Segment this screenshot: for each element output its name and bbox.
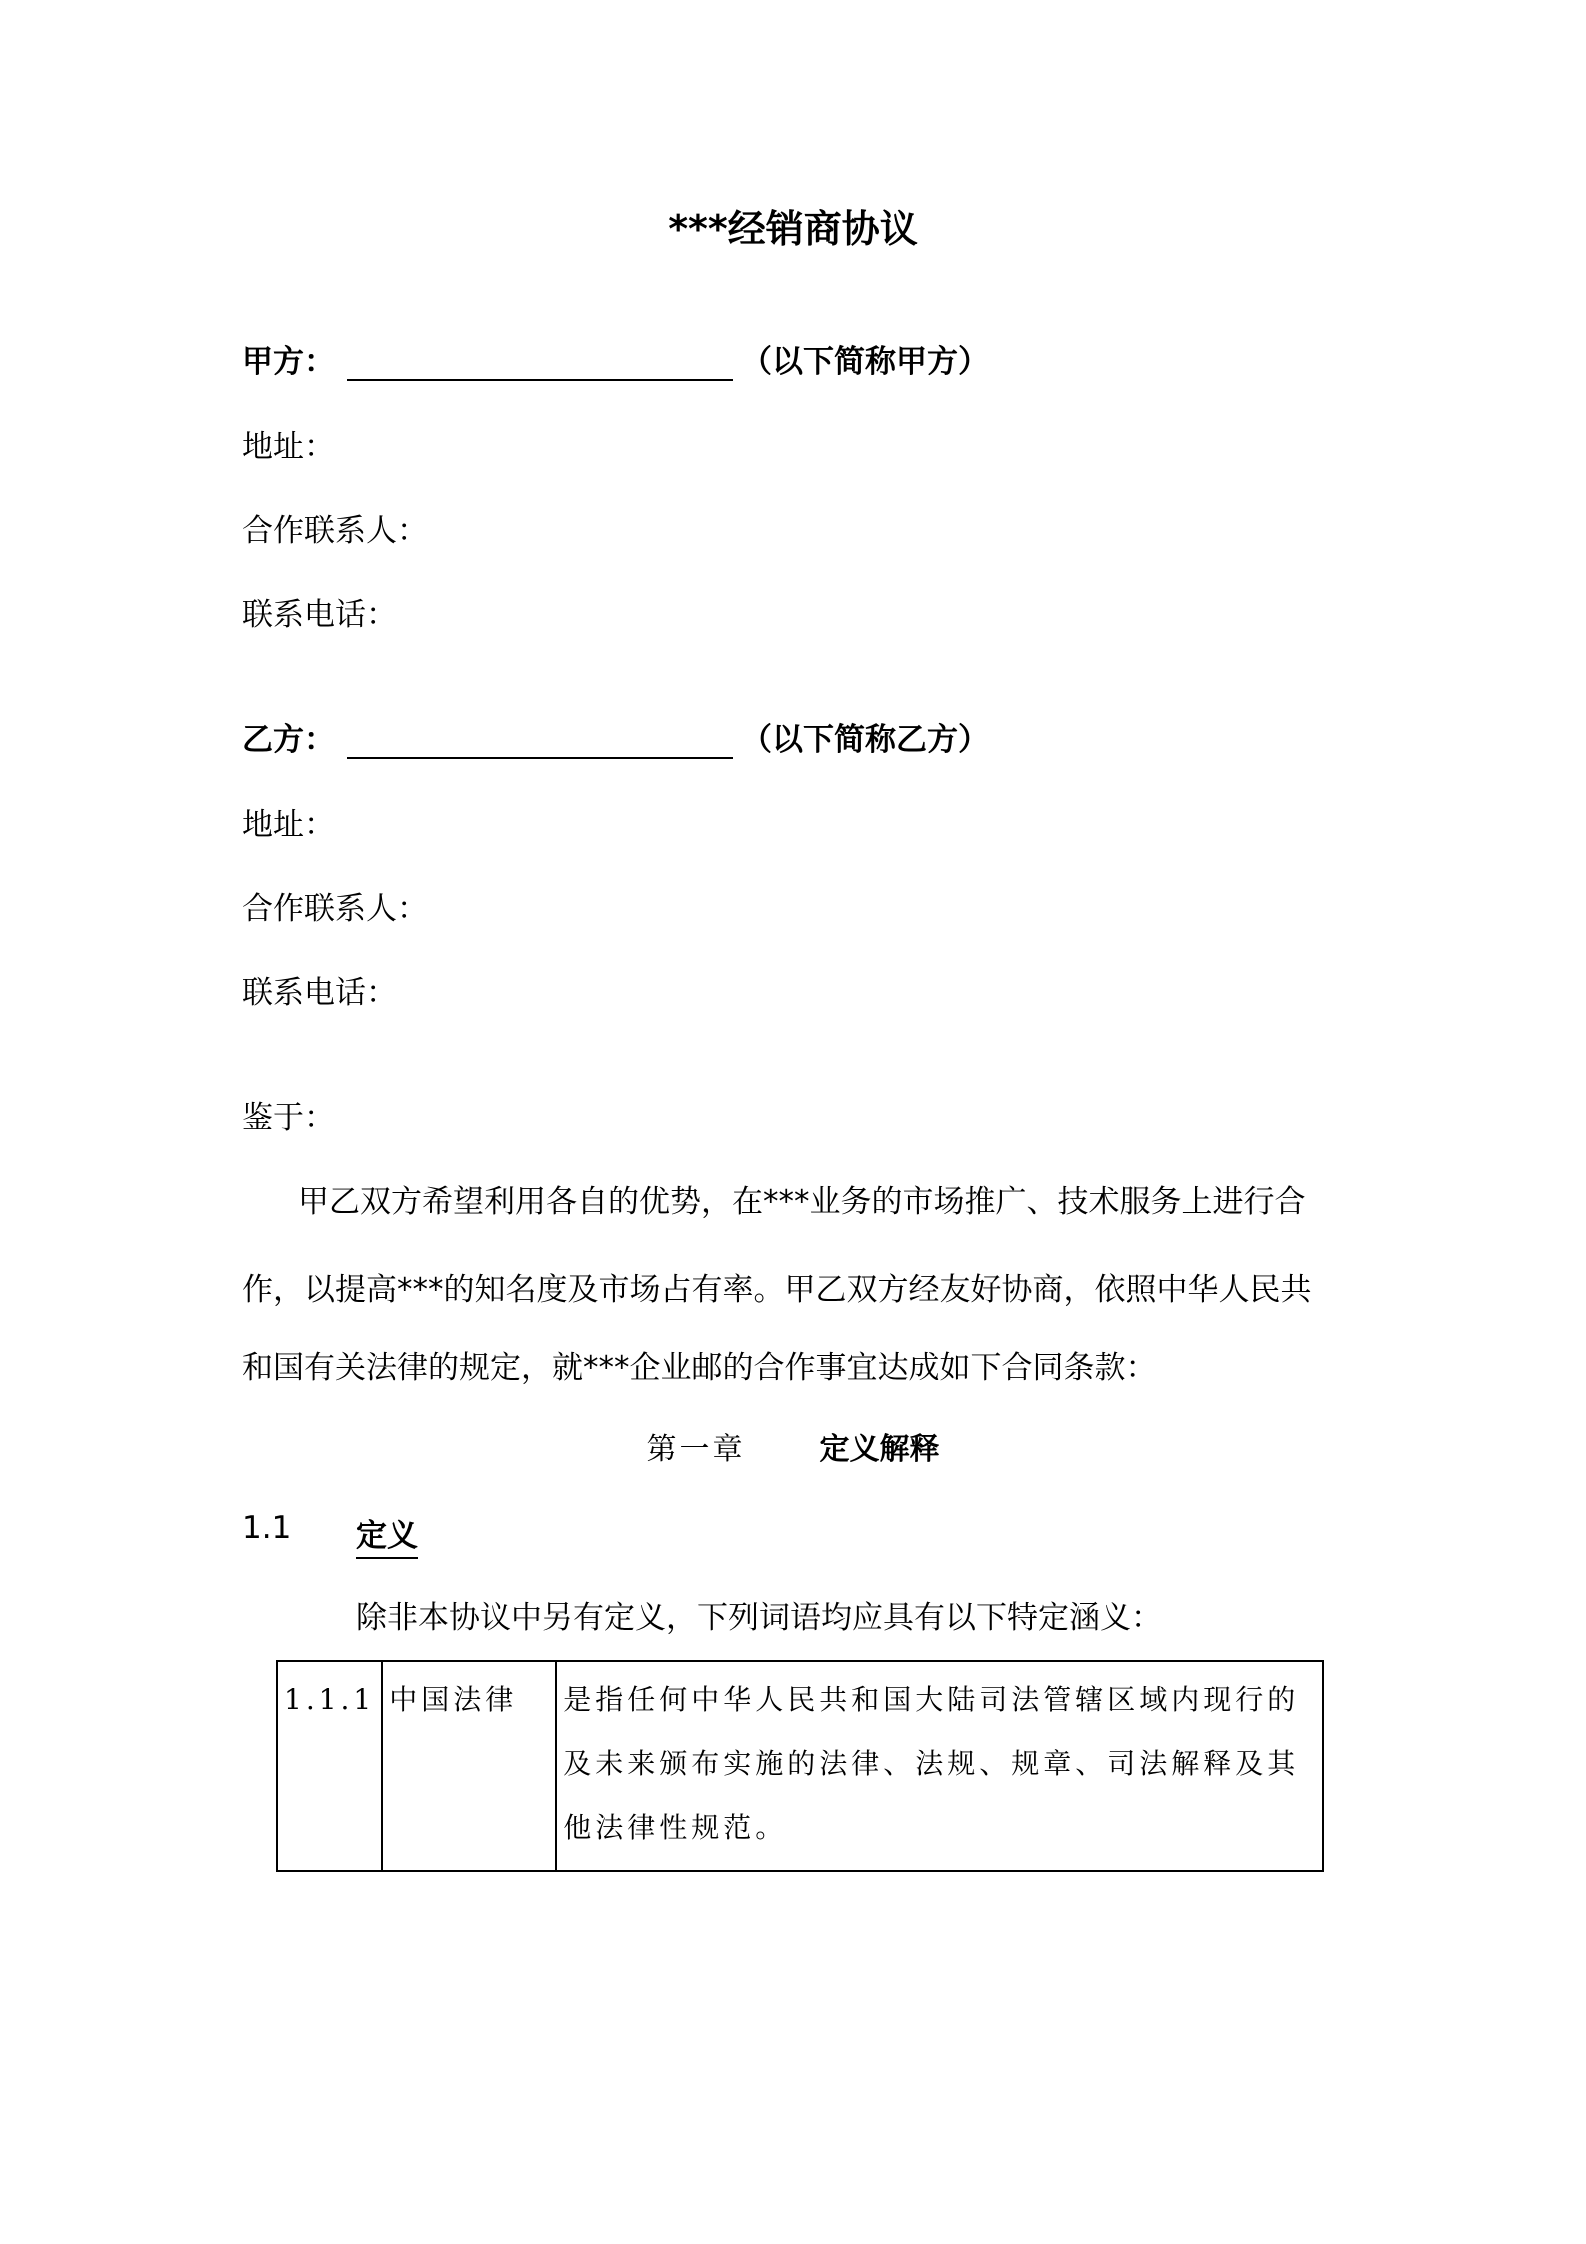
party-a-suffix: （以下简称甲方）	[741, 344, 989, 380]
party-a-name-blank[interactable]	[347, 343, 733, 381]
definition-term: 中国法律	[382, 1661, 556, 1871]
party-b-phone-label: 联系电话：	[242, 975, 397, 1011]
chapter-name: 定义解释	[819, 1432, 940, 1467]
whereas-label: 鉴于：	[242, 1100, 335, 1136]
section-intro: 除非本协议中另有定义，下列词语均应具有以下特定涵义：	[356, 1600, 1162, 1636]
party-b-label: 乙方：	[242, 722, 335, 758]
party-b-line	[242, 714, 989, 759]
definition-number: 1.1.1	[277, 1661, 382, 1871]
party-b-suffix: （以下简称乙方）	[741, 722, 989, 758]
party-a-address-label: 地址：	[242, 429, 335, 465]
preamble-line: 甲乙双方希望利用各自的优势，在***业务的市场推广、技术服务上进行合	[298, 1184, 1306, 1220]
party-a-label: 甲方：	[242, 344, 335, 380]
preamble-line: 作，以提高***的知名度及市场占有率。甲乙双方经友好协商，依照中华人民共	[242, 1272, 1312, 1308]
section-title: 定义	[356, 1510, 418, 1559]
party-b-contact-label: 合作联系人：	[242, 891, 428, 927]
document-title: ***经销商协议	[668, 207, 918, 251]
preamble-line: 和国有关法律的规定，就***企业邮的合作事宜达成如下合同条款：	[242, 1350, 1157, 1386]
party-a-phone-label: 联系电话：	[242, 597, 397, 633]
chapter-heading	[0, 1424, 1586, 1468]
definition-text: 是指任何中华人民共和国大陆司法管辖区域内现行的及未来颁布实施的法律、法规、规章、司法解释及其他法律性规范。	[556, 1661, 1323, 1871]
party-b-address-label: 地址：	[242, 807, 335, 843]
table-row	[277, 1661, 1323, 1871]
party-b-name-blank[interactable]	[347, 721, 733, 759]
section-number: 1.1	[242, 1510, 292, 1546]
chapter-number: 第一章	[646, 1432, 746, 1467]
party-a-line	[242, 336, 989, 381]
party-a-contact-label: 合作联系人：	[242, 513, 428, 549]
definitions-table	[276, 1660, 1324, 1872]
